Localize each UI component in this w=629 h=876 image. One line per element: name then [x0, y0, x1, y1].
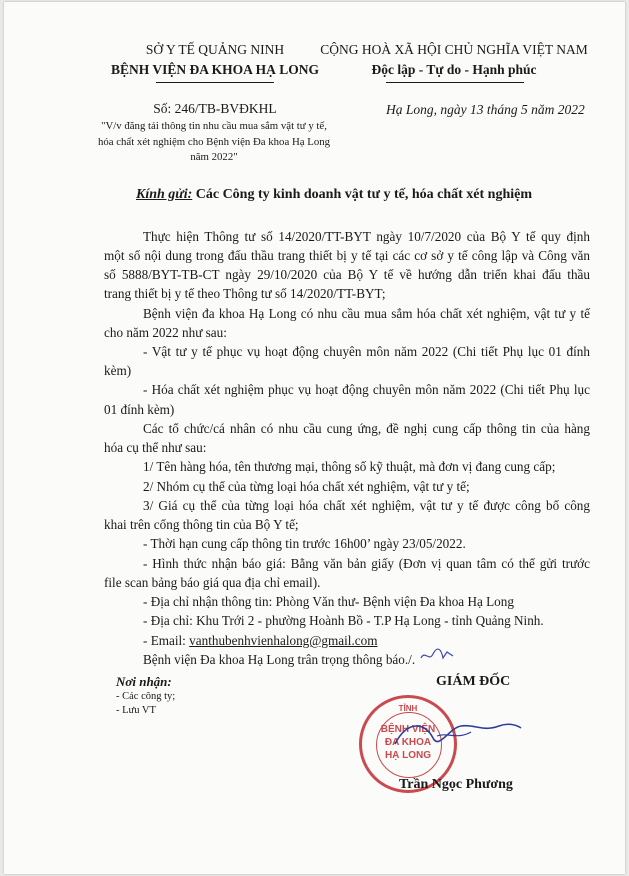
document-page [4, 2, 625, 874]
seal-top-text: TỈNH [398, 704, 418, 713]
body-line: trang thiết bị y tế theo Thông tư số 14/2020/TT-BYT; [104, 286, 386, 301]
recipient-line [136, 187, 532, 203]
motto-underline [386, 82, 524, 83]
body-line: - Địa chỉ nhận thông tin: Phòng Văn thư- Bệnh viện Đa khoa Hạ Long [143, 594, 514, 609]
seal-line: BỆNH VIỆN [380, 724, 436, 735]
body-line: Các tổ chức/cá nhân có nhu cầu cung ứng, đề nghị cung cấp thông tin của hàng [143, 421, 590, 436]
body-line: - Hóa chất xét nghiệm phục vụ hoạt động chuyên môn năm 2022 (Chi tiết Phụ lục [143, 382, 590, 397]
body-line: - Thời hạn cung cấp thông tin trước 16h00’ ngày 23/05/2022. [143, 536, 466, 551]
body-line: - Vật tư y tế phục vụ hoạt động chuyên môn năm 2022 (Chi tiết Phụ lục 01 đính [143, 344, 590, 359]
body-line: 01 đính kèm) [104, 402, 175, 417]
email-label: - Email: [143, 633, 186, 648]
body-line: số 5888/BYT-TB-CT ngày 29/10/2020 của Bộ Y tế về hướng dẫn triển khai đấu thầu [104, 267, 590, 282]
body-line [143, 633, 377, 649]
body-line: 2/ Nhóm cụ thể của từng loại hóa chất xét nghiệm, vật tư y tế; [143, 479, 470, 494]
body-line: cho năm 2022 như sau: [104, 325, 227, 340]
body-line: 1/ Tên hàng hóa, tên thương mại, thông số kỹ thuật, mà đơn vị đang cung cấp; [143, 459, 556, 474]
body-line: một số nội dung trong đấu thầu trang thiết bị y tế tại các cơ sở y tế công lập và Công văn [104, 248, 590, 263]
signer-name: Trần Ngọc Phương [399, 777, 513, 792]
recipients-item: - Lưu VT [116, 705, 156, 716]
body-line: khai trên cổng thông tin của Bộ Y tế; [104, 517, 299, 532]
issuer-name: BỆNH VIỆN ĐA KHOA HẠ LONG [111, 62, 319, 77]
body-line: Thực hiện Thông tư số 14/2020/TT-BYT ngày 10/7/2020 của Bộ Y tế quy định [143, 229, 590, 244]
recipient-label: Kính gửi: [136, 187, 193, 202]
body-line: kèm) [104, 363, 132, 378]
closing-line: Bệnh viện Đa khoa Hạ Long trân trọng thông báo./. [143, 652, 416, 667]
signer-title: GIÁM ĐỐC [436, 674, 511, 689]
seal-line: ĐA KHOA [384, 737, 432, 748]
initials-scribble [419, 644, 459, 666]
body-line: file scan bảng báo giá qua địa chỉ email). [104, 575, 321, 590]
issuer-underline [156, 82, 274, 83]
body-line: 3/ Giá cụ thể của từng loại hóa chất xét nghiệm, vật tư y tế được công bố công [143, 498, 590, 513]
motto: Độc lập - Tự do - Hạnh phúc [371, 62, 537, 77]
email-link[interactable]: vanthubenhvienhalong@gmail.com [189, 633, 378, 648]
body-line: - Hình thức nhận báo giá: Bằng văn bản giấy (Đơn vị quan tâm có thể gửi trước [143, 556, 590, 571]
recipients-heading: Nơi nhận: [116, 674, 172, 689]
recipients-item: - Các công ty; [116, 691, 176, 702]
body-line: Bệnh viện đa khoa Hạ Long có nhu cầu mua sắm hóa chất xét nghiệm, vật tư y tế [143, 306, 590, 321]
country-name: CỘNG HOÀ XÃ HỘI CHỦ NGHĨA VIỆT NAM [320, 42, 588, 57]
doc-subject: "V/v đăng tải thông tin nhu cầu mua sắm vật tư y tế, hóa chất xét nghiệm cho Bệnh viện Đa khoa Hạ Long năm 2022" [97, 120, 331, 163]
recipient-name: Các Công ty kinh doanh vật tư y tế, hóa chất xét nghiệm [195, 187, 533, 202]
place-date: Hạ Long, ngày 13 tháng 5 năm 2022 [386, 102, 585, 117]
issuer-parent: SỞ Y TẾ QUẢNG NINH [145, 42, 285, 57]
handwritten-signature [387, 702, 527, 772]
seal-line: HẠ LONG [384, 750, 432, 761]
body-line: hóa cụ thể như sau: [104, 440, 207, 455]
doc-number: Số: 246/TB-BVĐKHL [153, 101, 277, 116]
body-line: - Địa chỉ: Khu Trới 2 - phường Hoành Bồ - T.P Hạ Long - tỉnh Quảng Ninh. [143, 613, 544, 628]
